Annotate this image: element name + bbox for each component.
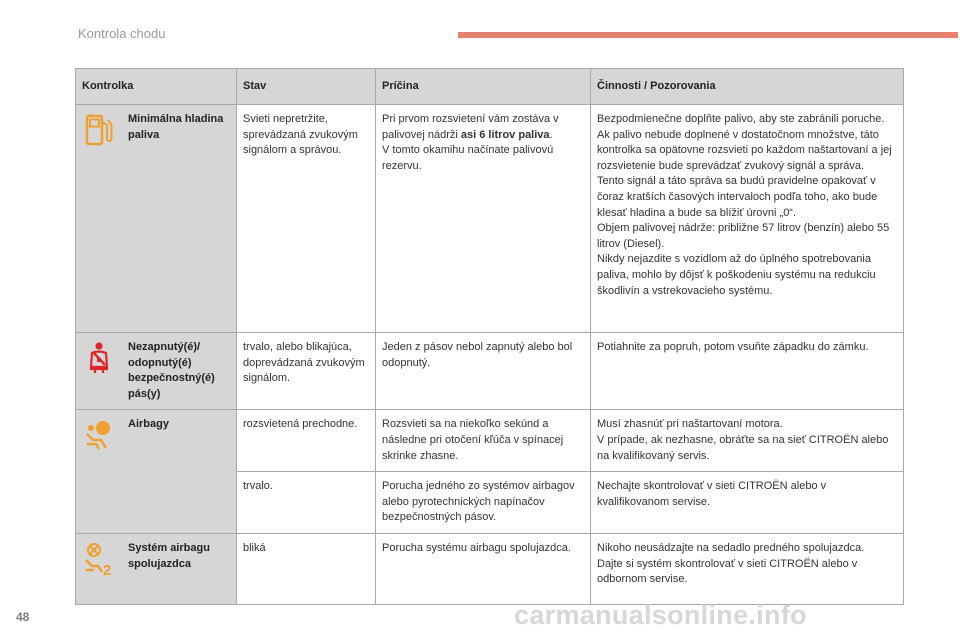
column-header-light: Kontrolka bbox=[76, 69, 237, 105]
light-name-airbag: Airbagy bbox=[128, 418, 169, 431]
action-text-fuel-4: Objem palivovej nádrže: približne 57 litrov (benzín) alebo 55 litrov (Diesel). bbox=[597, 222, 890, 250]
page-number: 48 bbox=[16, 610, 30, 624]
column-header-action: Činnosti / Pozorovania bbox=[591, 69, 904, 105]
cause-cell-seatbelt bbox=[376, 333, 591, 410]
light-cell-fuel bbox=[76, 105, 237, 333]
table-row-airbag-1 bbox=[76, 410, 904, 472]
light-name-seatbelt: Nezapnutý(é)/ odopnutý(é) bezpečnostný(é) pás(y) bbox=[128, 341, 215, 400]
action-text-fuel-5: Nikdy nejazdite s vozidlom až do úplného spotrebovania paliva, mohlo by dôjsť k poškodeniu systému na redukciu škodlivín a vstrekovacieho systému. bbox=[597, 253, 876, 297]
cause-text-airbag-1: Rozsvieti sa na niekoľko sekúnd a následne pri otočení kľúča v spínacej skrinke zhasne. bbox=[382, 418, 564, 462]
state-text-seatbelt: trvalo, alebo blikajúca, doprevádzaná zvukovým signálom. bbox=[243, 341, 365, 385]
cause-text-passenger-airbag: Porucha systému airbagu spolujazdca. bbox=[382, 541, 571, 554]
page-header-title: Kontrola chodu bbox=[78, 26, 166, 41]
cause-cell-airbag-1 bbox=[376, 410, 591, 472]
action-cell-airbag-2 bbox=[591, 472, 904, 534]
passenger-airbag-icon bbox=[84, 542, 114, 576]
state-cell-seatbelt bbox=[237, 333, 376, 410]
action-cell-seatbelt bbox=[591, 333, 904, 410]
action-text-airbag-1a: Musí zhasnúť pri naštartovaní motora. bbox=[597, 418, 783, 431]
state-cell-airbag-1 bbox=[237, 410, 376, 472]
table-header-row bbox=[76, 69, 904, 105]
header-accent-rule bbox=[458, 32, 958, 38]
action-text-passenger-airbag-1: Nikoho neusádzajte na sedadlo predného spolujazdca. bbox=[597, 541, 865, 554]
table-row-seatbelt bbox=[76, 333, 904, 410]
svg-text:2: 2 bbox=[103, 561, 112, 576]
light-cell-airbag bbox=[76, 410, 237, 534]
cause-text-fuel-post: . bbox=[549, 128, 553, 141]
light-cell-seatbelt bbox=[76, 333, 237, 410]
action-text-airbag-2: Nechajte skontrolovať v sieti CITROËN alebo v kvalifikovanom servise. bbox=[597, 480, 827, 508]
state-text-fuel: Svieti nepretržite, sprevádzaná zvukovým signálom a správou. bbox=[243, 113, 358, 157]
action-text-fuel-3: Tento signál a táto správa sa budú pravidelne opakovať v čoraz kratších časových intervaloch podľa toho, ako bude klesať hladina a bude sa blížiť úrovni „0“. bbox=[597, 175, 878, 219]
state-cell-fuel bbox=[237, 105, 376, 333]
cause-text-airbag-2: Porucha jedného zo systémov airbagov alebo pyrotechnických napínačov bezpečnostných pásov. bbox=[382, 480, 575, 524]
fuel-pump-icon bbox=[84, 113, 114, 147]
airbag-icon bbox=[84, 418, 114, 452]
cause-text-fuel-2: V tomto okamihu načínate palivovú rezervu. bbox=[382, 144, 554, 172]
cause-cell-airbag-2 bbox=[376, 472, 591, 534]
cause-cell-passenger-airbag bbox=[376, 533, 591, 604]
action-text-fuel-1: Bezpodmienečne doplňte palivo, aby ste zabránili poruche. bbox=[597, 113, 885, 125]
table-row-fuel bbox=[76, 105, 904, 333]
cause-cell-fuel bbox=[376, 105, 591, 333]
action-cell-fuel bbox=[591, 105, 904, 333]
column-header-state: Stav bbox=[237, 69, 376, 105]
cause-text-fuel-bold: asi 6 litrov paliva bbox=[460, 128, 550, 141]
action-cell-airbag-1 bbox=[591, 410, 904, 472]
table-row-passenger-airbag bbox=[76, 533, 904, 604]
light-name-fuel: Minimálna hladina paliva bbox=[128, 113, 224, 141]
watermark-text: carmanualsonline.info bbox=[514, 600, 807, 630]
state-text-airbag-2: trvalo. bbox=[243, 480, 273, 493]
light-name-passenger-airbag: Systém airbagu spolujazdca bbox=[128, 541, 210, 570]
state-cell-airbag-2 bbox=[237, 472, 376, 534]
action-cell-passenger-airbag bbox=[591, 533, 904, 604]
column-header-cause: Príčina bbox=[376, 69, 591, 105]
action-text-seatbelt: Potiahnite za popruh, potom vsuňte západku do zámku. bbox=[597, 341, 869, 353]
action-text-airbag-1b: V prípade, ak nezhasne, obráťte sa na sieť CITROËN alebo na kvalifikovaný servis. bbox=[597, 433, 889, 462]
cause-text-fuel-pre: Pri prvom rozsvietení vám zostáva v palivovej nádrži bbox=[382, 113, 559, 141]
cause-text-seatbelt: Jeden z pásov nebol zapnutý alebo bol odopnutý. bbox=[382, 341, 573, 369]
state-text-airbag-1: rozsvietená prechodne. bbox=[243, 418, 358, 431]
state-text-passenger-airbag: bliká bbox=[243, 541, 266, 554]
action-text-fuel-2: Ak palivo nebude doplnené v dostatočnom množstve, táto kontrolka sa opätovne rozsvieti po každom naštartovaní a jej rozsvietenie bude sprevádzať zvukový signál a správa. bbox=[597, 128, 892, 172]
seatbelt-warning-icon bbox=[84, 341, 114, 375]
warning-lights-table bbox=[75, 68, 904, 605]
state-cell-passenger-airbag bbox=[237, 533, 376, 604]
action-text-passenger-airbag-2: Dajte si systém skontrolovať v sieti CITROËN alebo v odbornom servise. bbox=[597, 557, 858, 586]
light-cell-passenger-airbag bbox=[76, 533, 237, 604]
